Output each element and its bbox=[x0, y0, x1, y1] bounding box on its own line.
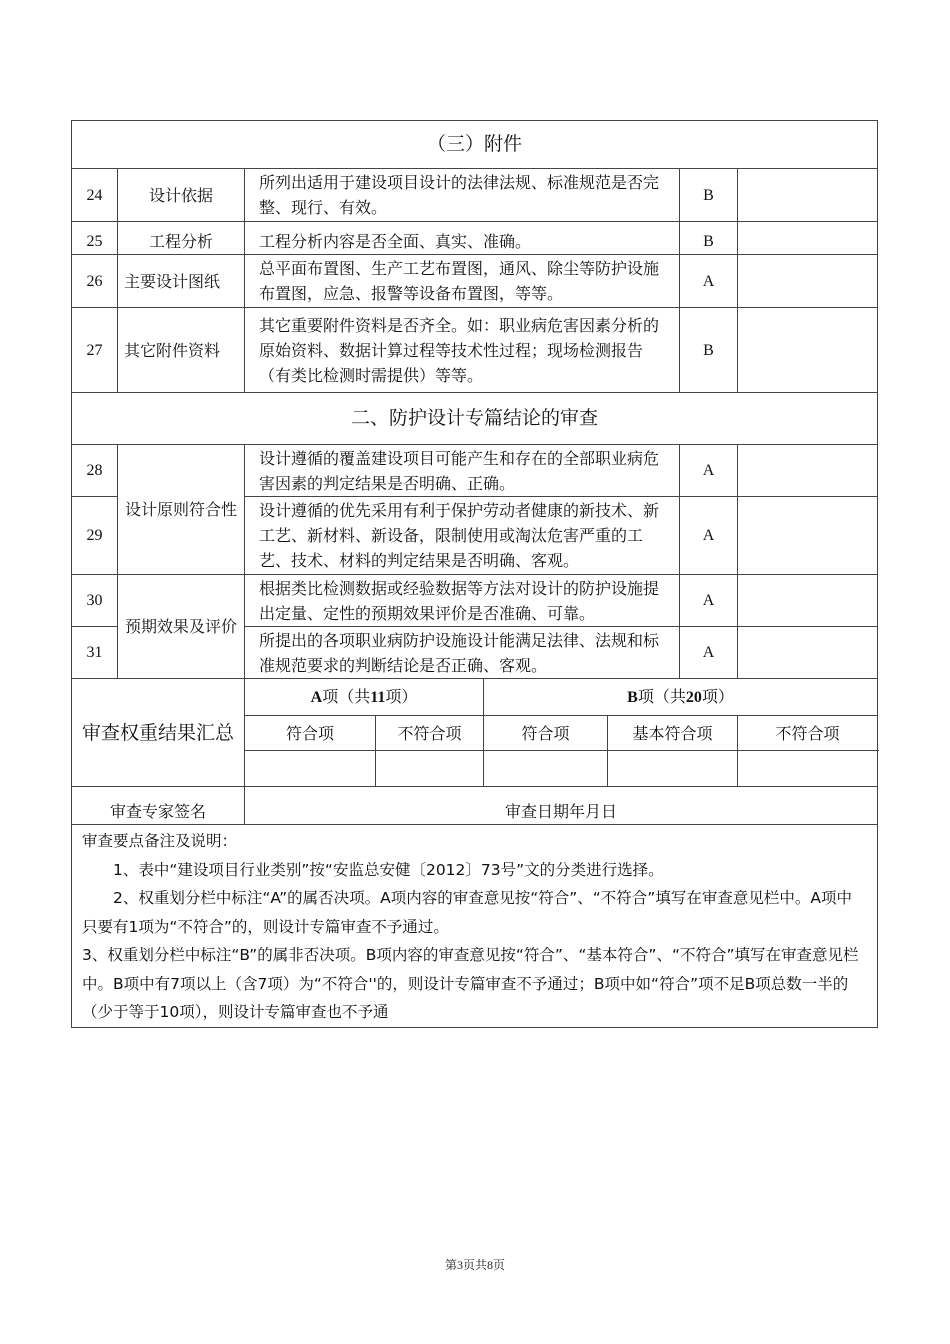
review-item: 主要设计图纸 bbox=[118, 255, 245, 308]
b-basic-compliant-header: 基本符合项 bbox=[608, 716, 738, 751]
a-compliant-count-cell[interactable] bbox=[245, 751, 376, 787]
opinion-cell[interactable] bbox=[738, 445, 878, 497]
opinion-cell[interactable] bbox=[738, 255, 878, 308]
summary-title: 审查权重结果汇总 bbox=[72, 679, 245, 787]
review-content: 设计遵循的优先采用有利于保护劳动者健康的新技术、新工艺、新材料、新设备，限制使用或淘汰危害严重的工艺、技术、材料的判定结果是否明确、客观。 bbox=[245, 497, 680, 575]
page-footer: 第3页共8页 bbox=[444, 1258, 505, 1272]
signature-label: 审查专家签名 bbox=[72, 787, 245, 825]
review-content: 根据类比检测数据或经验数据等方法对设计的防护设施提出定量、定性的预期效果评价是否准确、可靠。 bbox=[245, 575, 680, 627]
section-conclusion-title: 二、防护设计专篇结论的审查 bbox=[72, 393, 878, 445]
row-number: 26 bbox=[72, 255, 118, 308]
opinion-cell[interactable] bbox=[738, 308, 878, 393]
opinion-cell[interactable] bbox=[738, 627, 878, 679]
note-item-1: 1、表中“建设项目行业类别”按“安监总安健〔2012〕73号”文的分类进行选择。 bbox=[113, 860, 664, 879]
opinion-cell[interactable] bbox=[738, 575, 878, 627]
b-compliant-header: 符合项 bbox=[484, 716, 608, 751]
row-number: 25 bbox=[72, 222, 118, 255]
opinion-cell[interactable] bbox=[738, 222, 878, 255]
review-content: 所列出适用于建设项目设计的法律法规、标准规范是否完整、现行、有效。 bbox=[245, 169, 680, 222]
row-number: 29 bbox=[72, 497, 118, 575]
weight-cell: B bbox=[680, 222, 738, 255]
table-row bbox=[72, 222, 878, 255]
weight-cell: A bbox=[680, 627, 738, 679]
b-basic-compliant-count-cell[interactable] bbox=[608, 751, 738, 787]
table-row bbox=[72, 255, 878, 308]
notes-block bbox=[72, 825, 878, 1028]
row-number: 27 bbox=[72, 308, 118, 393]
review-item: 工程分析 bbox=[118, 222, 245, 255]
table-row bbox=[72, 445, 878, 497]
weight-cell: B bbox=[680, 308, 738, 393]
note-item-3: 3、权重划分栏中标注“B”的属非否决项。B项内容的审查意见按“符合”、“基本符合”、“不符合”填写在审查意见栏中。B项中有7项以上（含7项）为“不符合''的，则设计专篇审查不予通过；B项中如“符合”项不足B项总数一半的（少于等于10项），则设计专篇审查也不予通 bbox=[82, 946, 859, 1021]
review-table bbox=[71, 120, 878, 1028]
a-compliant-header: 符合项 bbox=[245, 716, 376, 751]
a-items-header: A项（共11项） bbox=[245, 679, 484, 716]
review-content: 总平面布置图、生产工艺布置图，通风、除尘等防护设施布置图，应急、报警等设备布置图，等等。 bbox=[245, 255, 680, 308]
weight-cell: A bbox=[680, 497, 738, 575]
review-item: 设计依据 bbox=[118, 169, 245, 222]
review-content: 所提出的各项职业病防护设施设计能满足法律、法规和标准规范要求的判断结论是否正确、客观。 bbox=[245, 627, 680, 679]
review-content: 工程分析内容是否全面、真实、准确。 bbox=[245, 222, 680, 255]
weight-cell: A bbox=[680, 575, 738, 627]
notes-heading: 审查要点备注及说明： bbox=[82, 832, 238, 850]
table-row bbox=[72, 575, 878, 627]
row-number: 28 bbox=[72, 445, 118, 497]
note-item-2: 2、权重划分栏中标注“A”的属否决项。A项内容的审查意见按“符合”、“不符合”填写在审查意见栏中。A项中只要有1项为“不符合”的，则设计专篇审查不予通过。 bbox=[82, 889, 852, 936]
weight-cell: A bbox=[680, 445, 738, 497]
table-row bbox=[72, 169, 878, 222]
review-content: 其它重要附件资料是否齐全。如：职业病危害因素分析的原始资料、数据计算过程等技术性过程；现场检测报告（有类比检测时需提供）等等。 bbox=[245, 308, 680, 393]
b-noncompliant-header: 不符合项 bbox=[738, 716, 878, 751]
b-compliant-count-cell[interactable] bbox=[484, 751, 608, 787]
weight-cell: A bbox=[680, 255, 738, 308]
row-number: 31 bbox=[72, 627, 118, 679]
a-noncompliant-header: 不符合项 bbox=[376, 716, 484, 751]
review-date-label: 审查日期年月日 bbox=[245, 787, 878, 825]
a-noncompliant-count-cell[interactable] bbox=[376, 751, 484, 787]
review-item: 预期效果及评价 bbox=[118, 575, 245, 679]
review-item: 其它附件资料 bbox=[118, 308, 245, 393]
review-item: 设计原则符合性 bbox=[118, 445, 245, 575]
opinion-cell[interactable] bbox=[738, 169, 878, 222]
row-number: 30 bbox=[72, 575, 118, 627]
b-noncompliant-count-cell[interactable] bbox=[738, 751, 878, 787]
review-content: 设计遵循的覆盖建设项目可能产生和存在的全部职业病危害因素的判定结果是否明确、正确。 bbox=[245, 445, 680, 497]
weight-cell: B bbox=[680, 169, 738, 222]
opinion-cell[interactable] bbox=[738, 497, 878, 575]
b-items-header: B项（共20项） bbox=[484, 679, 878, 716]
section-attachments-title: （三）附件 bbox=[72, 121, 878, 169]
table-row bbox=[72, 308, 878, 393]
row-number: 24 bbox=[72, 169, 118, 222]
